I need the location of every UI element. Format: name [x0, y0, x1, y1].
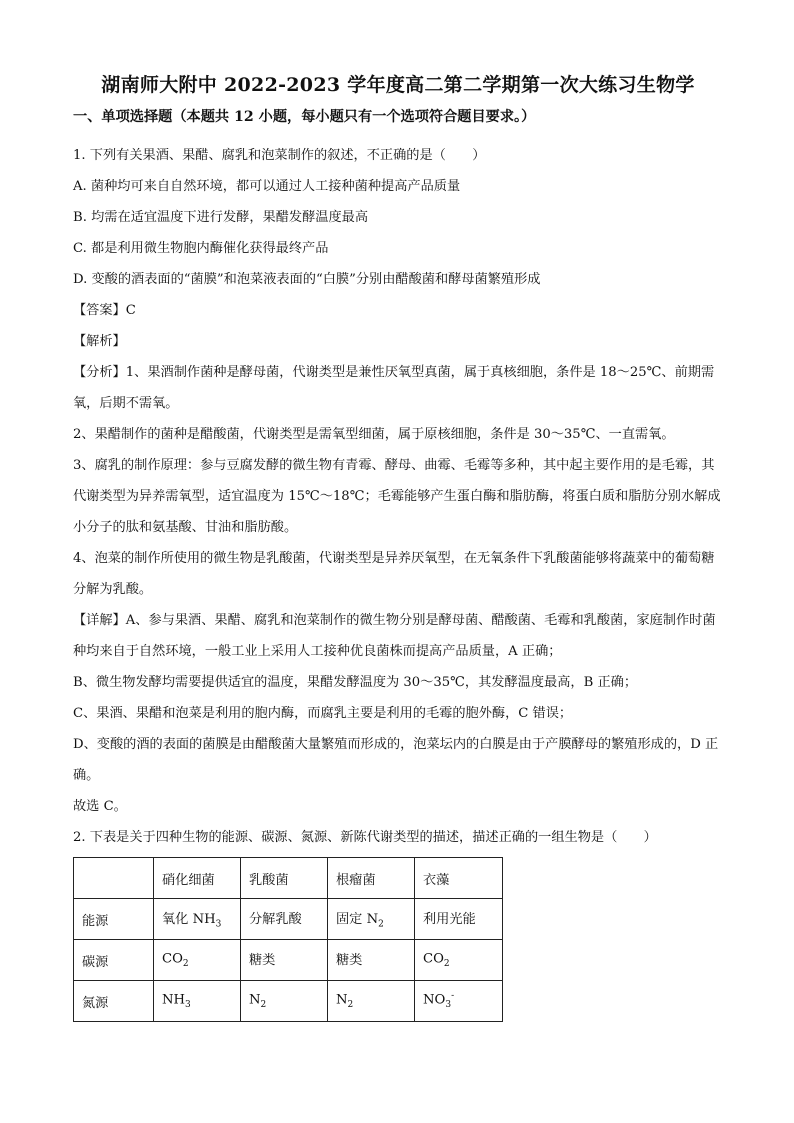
analysis-point-2: 2、果醋制作的菌种是醋酸菌，代谢类型是需氧型细菌，属于原核细胞，条件是 30～35℃、一直需氧。	[73, 427, 675, 442]
table-cell: 糖类	[328, 940, 415, 981]
question-1	[73, 140, 723, 822]
option-c: C. 都是利用微生物胞内酶催化获得最终产品	[73, 241, 329, 256]
detail-a-text: A、参与果酒、果醋、腐乳和泡菜制作的微生物分别是酵母菌、醋酸菌、毛霉和乳酸菌，家庭制作时菌种均来自于自然环境，一般工业上采用人工接种优良菌株而提高产品质量，A 正确；	[73, 613, 716, 659]
table-header-cell: 根瘤菌	[328, 858, 415, 899]
section-heading: 一、单项选择题（本题共 12 小题，每小题只有一个选项符合题目要求。）	[73, 109, 536, 125]
table-cell: 固定 $N_2$	[328, 899, 415, 940]
table-header-row	[74, 858, 503, 899]
option-d: D. 变酸的酒表面的“菌膜”和泡菜液表面的“白膜”分别由醋酸菌和酵母菌繁殖形成	[73, 272, 541, 287]
detail-label: 【详解】	[73, 613, 126, 628]
table-cell: 糖类	[241, 940, 328, 981]
table-header-cell	[74, 858, 154, 899]
analysis-point-3: 3、腐乳的制作原理：参与豆腐发酵的微生物有青霉、酵母、曲霉、毛霉等多种，其中起主要作用的是毛霉，其代谢类型为异养需氧型，适宜温度为 15℃～18℃；毛霉能够产生蛋白酶和脂肪酶，将蛋白质和脂肪分别水解成小分子的肽和氨基酸、甘油和脂肪酸。	[73, 458, 721, 535]
table-cell: $NO_3^-$	[415, 981, 503, 1022]
analysis-point-1	[73, 357, 723, 419]
row-label: 碳源	[74, 940, 154, 981]
detail-a	[73, 605, 723, 667]
organism-table	[73, 857, 503, 1022]
table-header-cell: 乳酸菌	[241, 858, 328, 899]
option-a: A. 菌种均可来自自然环境，都可以通过人工接种菌种提高产品质量	[73, 179, 461, 194]
question-2	[73, 822, 723, 1022]
question-stem: 1. 下列有关果酒、果醋、腐乳和泡菜制作的叙述，不正确的是（ ）	[73, 148, 486, 163]
analysis-point-4: 4、泡菜的制作所使用的微生物是乳酸菌，代谢类型是异养厌氧型，在无氧条件下乳酸菌能够将蔬菜中的葡萄糖分解为乳酸。	[73, 551, 715, 597]
analysis-label: 【分析】	[73, 365, 126, 380]
question-stem: 2. 下表是关于四种生物的能源、碳源、氮源、新陈代谢类型的描述，描述正确的一组生物是（ ）	[73, 830, 657, 845]
conclusion: 故选 C。	[73, 799, 127, 814]
table-row	[74, 981, 503, 1022]
table-row	[74, 940, 503, 981]
table-cell: $CO_2$	[154, 940, 241, 981]
table-cell: 分解乳酸	[241, 899, 328, 940]
detail-d: D、变酸的酒的表面的菌膜是由醋酸菌大量繁殖而形成的，泡菜坛内的白膜是由于产膜酵母的繁殖形成的，D 正确。	[73, 737, 719, 783]
row-label: 能源	[74, 899, 154, 940]
table-cell: $CO_2$	[415, 940, 503, 981]
table-cell: 氧化 $NH_3$	[154, 899, 241, 940]
analysis-text-1: 1、果酒制作菌种是酵母菌，代谢类型是兼性厌氧型真菌，属于真核细胞，条件是 18～25℃、前期需氧，后期不需氧。	[73, 365, 715, 411]
table-cell: 利用光能	[415, 899, 503, 940]
page-title: 湖南师大附中 2022-2023 学年度高二第二学期第一次大练习生物学	[101, 74, 695, 96]
option-b: B. 均需在适宜温度下进行发酵，果醋发酵温度最高	[73, 210, 369, 225]
table-cell: $N_2$	[241, 981, 328, 1022]
answer-value: C	[125, 303, 136, 318]
table-cell: $N_2$	[328, 981, 415, 1022]
table-header-cell: 硝化细菌	[154, 858, 241, 899]
table-cell: $NH_3$	[154, 981, 241, 1022]
document-page	[73, 70, 723, 1022]
detail-c: C、果酒、果醋和泡菜是利用的胞内酶，而腐乳主要是利用的毛霉的胞外酶，C 错误；	[73, 706, 573, 721]
table-header-cell: 衣藻	[415, 858, 503, 899]
answer-line	[73, 295, 723, 326]
row-label: 氮源	[74, 981, 154, 1022]
answer-tag: 【答案】	[73, 303, 126, 318]
analysis-tag: 【解析】	[73, 334, 126, 349]
detail-b: B、微生物发酵均需要提供适宜的温度，果醋发酵温度为 30～35℃，其发酵温度最高，B 正确；	[73, 675, 638, 690]
table-row	[74, 899, 503, 940]
